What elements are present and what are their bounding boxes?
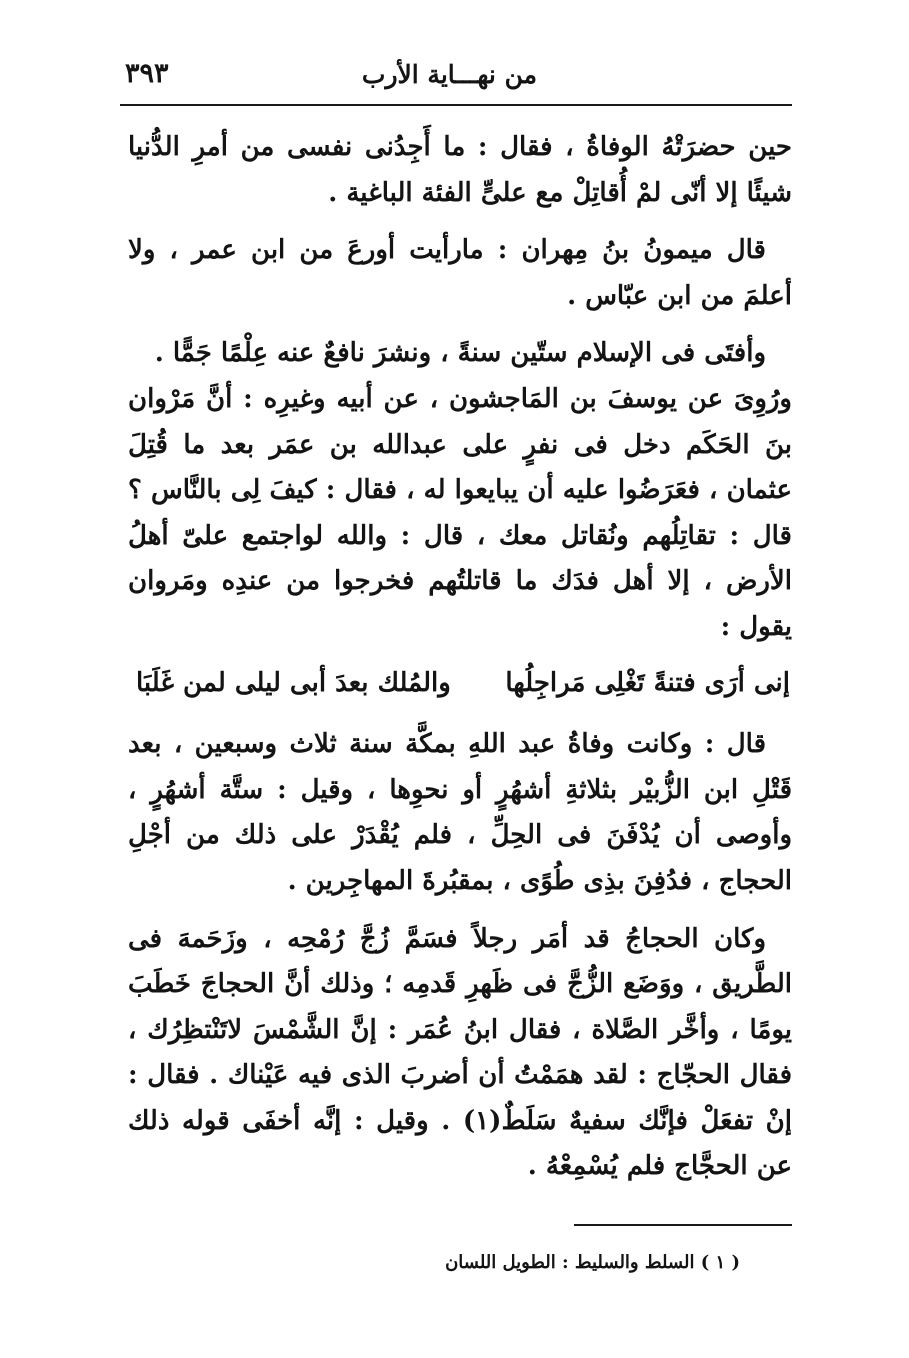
footnote-rule (574, 1224, 792, 1226)
paragraph: ورُوِىَ عن يوسفَ بن المَاجشون ، عن أبيه وغيرِه : أنَّ مَرْوان بنَ الحَكَم دخل فى نفرٍ على عبدالله بن عمَر بعد ما قُتِلَ عثمان ، فعَرَضُوا عليه أن يبايعوا له ، فقال : كيفَ لِى بالنَّاس ؟ قال : تقاتِلُهم ونُقاتل معك ، قال : والله لواجتمع علىّ أهلُ الأرض ، إلا أهل فدَك ما قاتلتُهم فخرجوا من عندِه ومَروان يقول : (128, 383, 792, 642)
paragraph: وأفتَى فى الإسلام ستّين سنةً ، ونشرَ نافعٌ عنه عِلْمًا جَمًّا . (154, 338, 766, 369)
paragraph: قال ميمونُ بنُ مِهران : مارأيت أورعَ من ابن عمر ، ولا أعلمَ من ابن عبّاس . (128, 235, 792, 311)
verse-first-hemistich: إنى أرَى فتنةً تَغْلِى مَراجِلُها (505, 667, 790, 698)
main-text (128, 125, 792, 1190)
paragraph: حين حضرَتْهُ الوفاةُ ، فقال : ما أَجِدُنى نفسى من أمرِ الدُّنيا شيئًا إلا أنّى لمْ أُقاتِلْ مع علىٍّ الفئة الباغية . (128, 132, 792, 208)
page-number: ٣٩٣ (125, 58, 169, 89)
header-rule (120, 104, 792, 106)
running-title: من نهـــاية الأرب (361, 60, 537, 89)
page-header (125, 56, 792, 102)
paragraph: وكان الحجاجُ قد أمَر رجلاً فسَمَّ زُجَّ رُمْحِه ، وزَحَمهَ فى الطَّريق ، ووَضَع الزُّجَّ فى ظَهرِ قَدمِه ؛ وذلك أنَّ الحجاجَ خَطَبَ يومًا ، وأخَّر الصَّلاة ، فقال ابنُ عُمَر : إنَّ الشَّمْسَ لاتَنْتظِرُك ، فقال الحجّاج : لقد همَمْتُ أن أضربَ الذى فيه عَيْناك . فقال : إنْ تفعَلْ فإنَّك سفيهٌ سَلَطٌ(١) . وقيل : إنَّه أخفَى قوله ذلك عن الحجَّاج فلم يُسْمِعْهُ . (128, 923, 792, 1182)
paragraph: قال : وكانت وفاةُ عبد اللهِ بمكَّة سنة ثلاث وسبعين ، بعد قَتْلِ ابن الزُّبيْر بثلاثةِ أشهُرٍ أو نحوِها ، وقيل : ستَّة أشهُرٍ ، وأوصى أن يُدْفَنَ فى الحِلِّ ، فلم يُقْدَرْ على ذلك من أجْلِ الحجاج ، فدُفِنَ بذِى طُوًى ، بمقبُرةَ المهاجِرين . (128, 729, 792, 896)
verse-second-hemistich: والمُلك بعدَ أبى ليلى لمن غَلَبَا (136, 667, 451, 698)
footnote: ( ١ ) السلط والسليط : الطويل اللسان (445, 1252, 740, 1273)
poetry-verse (128, 657, 792, 711)
